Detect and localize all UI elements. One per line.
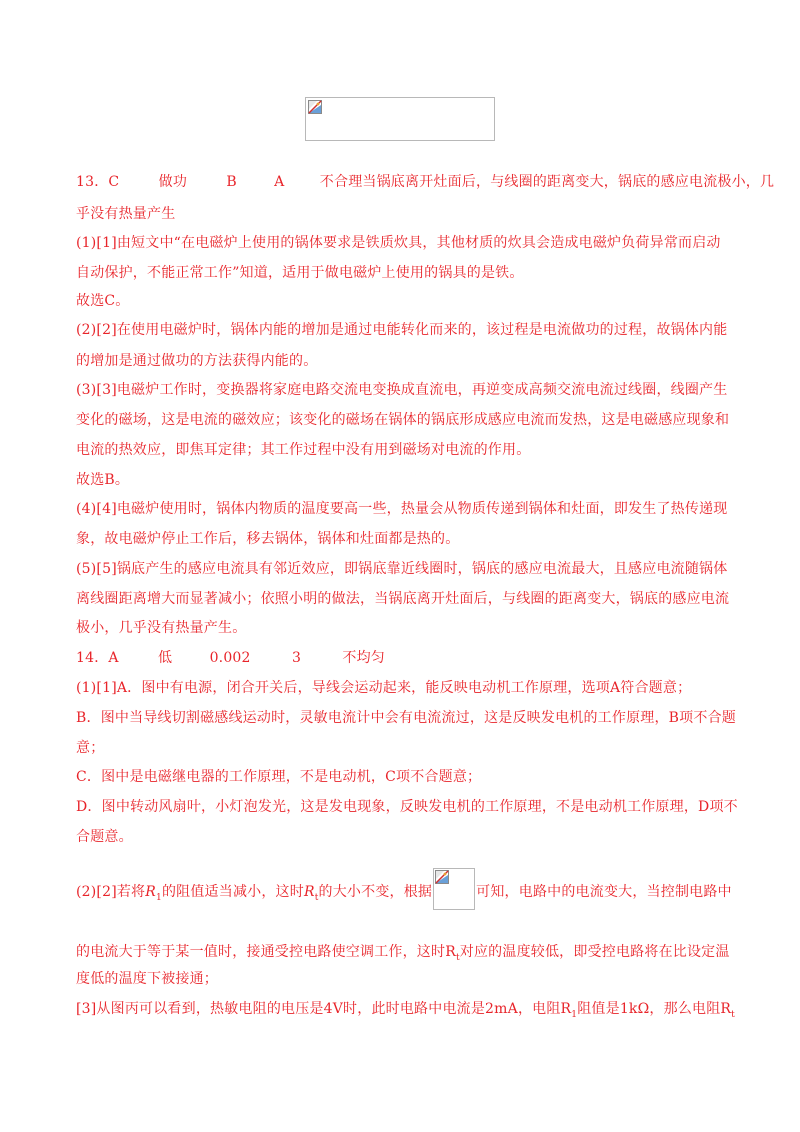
answer-13-line: 象，故电磁炉停止工作后，移去锅体，锅体和灶面都是热的。 [76, 531, 460, 547]
answer-13-line: 故选B。 [76, 472, 130, 488]
answer-13-line: (5)[5]锅底产生的感应电流具有邻近效应，即锅底靠近线圈时，锅底的感应电流最大，且感应电流随锅体 [76, 561, 728, 577]
answer-13-number: 13．C [76, 174, 120, 190]
formula-image-placeholder [433, 868, 475, 910]
answer-14-part3-line: [3]从图丙可以看到，热敏电阻的电压是4V时，此时电路中电流是2mA，电阻$R_1$阻值是1kΩ，那么电阻$R_t$ [76, 1001, 735, 1020]
answer-14-blank-2: 0.002 [209, 650, 251, 666]
answer-13-blank-3: A [274, 174, 285, 190]
answer-13-header [76, 172, 774, 192]
answer-14-header [76, 648, 385, 668]
answer-13-blank-4: 不合理当锅底离开灶面后，与线圈的距离变大，锅底的感应电流极小，几 [319, 174, 775, 190]
answer-14-line: 合题意。 [76, 829, 133, 845]
thermistor-symbol: R [303, 884, 315, 900]
answer-14-blank-4: 不均匀 [342, 650, 385, 666]
answer-13-line: 乎没有热量产生 [76, 206, 176, 222]
answer-14-line: 意； [76, 740, 105, 756]
answer-14-line: (1)[1]A．图中有电源，闭合开关后，导线会运动起来，能反映电动机工作原理，选项A符合题意； [76, 680, 692, 696]
answer-14-blank-3: 3 [291, 650, 302, 666]
answer-13-blank-2: B [226, 174, 237, 190]
broken-image-placeholder [305, 97, 495, 141]
answer-13-line: 极小，几乎没有热量产生。 [76, 620, 247, 636]
answer-13-line: 电流的热效应，即焦耳定律；其工作过程中没有用到磁场对电流的作用。 [76, 442, 531, 458]
answer-14-line: 度低的温度下被接通； [76, 971, 218, 987]
broken-image-icon [435, 870, 449, 884]
resistor-symbol: R [145, 884, 157, 900]
answer-13-line: 的增加是通过做功的方法获得内能的。 [76, 353, 318, 369]
answer-14-line: C．图中是电磁继电器的工作原理，不是电动机，C项不合题意； [76, 769, 482, 785]
answer-14-line: B．图中当导线切割磁感线运动时，灵敏电流计中会有电流流过，这是反映发电机的工作原理，B项不合题 [76, 710, 736, 726]
answer-13-line: 离线圈距离增大而显著减小；依照小明的做法，当锅底离开灶面后，与线圈的距离变大，锅底的感应电流 [76, 591, 730, 607]
answer-14-line: 的电流大于等于某一值时，接通受控电路使空调工作，这时$R_t$对应的温度较低，即受控电路将在比设定温 [76, 944, 730, 963]
answer-13-line: (1)[1]由短文中“在电磁炉上使用的锅体要求是铁质炊具，其他材质的炊具会造成电磁炉负荷异常而启动 [76, 235, 721, 251]
answer-13-line: (4)[4]电磁炉使用时，锅体内物质的温度要高一些，热量会从物质传递到锅体和灶面，即发生了热传递现 [76, 501, 728, 517]
answer-14-line: D．图中转动风扇叶，小灯泡发光，这是发电现象，反映发电机的工作原理，不是电动机工作原理，D项不 [76, 799, 738, 815]
broken-image-icon [308, 100, 322, 114]
answer-13-blank-1: 做功 [158, 174, 188, 190]
answer-13-line: 自动保护，不能正常工作”知道，适用于做电磁炉上使用的锅具的是铁。 [76, 265, 524, 281]
answer-13-line: (2)[2]在使用电磁炉时，锅体内能的增加是通过电能转化而来的，该过程是电流做功的过程，故锅体内能 [76, 322, 728, 338]
answer-13-line: 变化的磁场，这是电流的磁效应；该变化的磁场在锅体的锅底形成感应电流而发热，这是电磁感应现象和 [76, 412, 730, 428]
answer-14-number: 14．A [76, 650, 119, 666]
answer-13-line: (3)[3]电磁炉工作时，变换器将家庭电路交流电变换成直流电，再逆变成高频交流电流过线圈，线圈产生 [76, 382, 728, 398]
answer-14-blank-1: 低 [158, 650, 173, 666]
answer-14-part2-line: (2)[2]若将$R_1$的阻值适当减小，这时$R_t$的大小不变，根据 可知，电路中的电流变大，当控制电路中 [76, 868, 732, 920]
answer-13-line: 故选C。 [76, 293, 130, 309]
